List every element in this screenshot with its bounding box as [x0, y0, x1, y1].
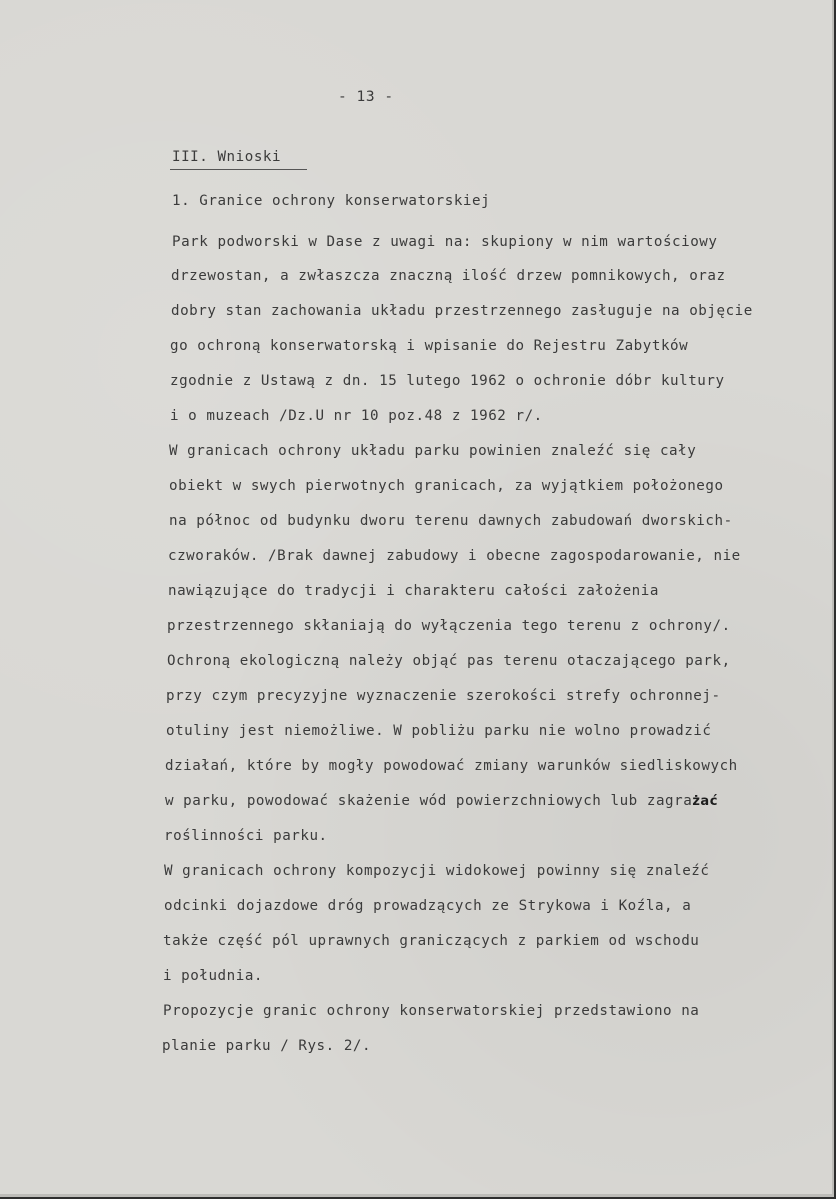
- body-line: planie parku / Rys. 2/.: [162, 1038, 372, 1054]
- body-line: Park podworski w Dase z uwagi na: skupiony w nim wartościowy: [172, 234, 718, 250]
- body-line: dobry stan zachowania układu przestrzennego zasługuje na objęcie: [171, 303, 753, 319]
- body-line: i o muzeach /Dz.U nr 10 poz.48 z 1962 r/.: [170, 408, 543, 424]
- body-line: przestrzennego skłaniają do wyłączenia tego terenu z ochrony/.: [167, 618, 731, 634]
- subsection-heading: 1. Granice ochrony konserwatorskiej: [172, 193, 491, 209]
- body-line: go ochroną konserwatorską i wpisanie do Rejestru Zabytków: [170, 338, 689, 354]
- section-heading-underline: [170, 169, 307, 170]
- body-line: także część pól uprawnych graniczących z parkiem od wschodu: [163, 933, 700, 949]
- body-line: W granicach ochrony układu parku powinien znaleźć się cały: [169, 443, 697, 459]
- body-line: Propozycje granic ochrony konserwatorskiej przedstawiono na: [163, 1003, 700, 1019]
- body-line: i południa.: [163, 968, 264, 984]
- body-line: na północ od budynku dworu terenu dawnych zabudowań dworskich-: [169, 513, 733, 529]
- body-line: obiekt w swych pierwotnych granicach, za wyjątkiem położonego: [169, 478, 724, 494]
- body-line: roślinności parku.: [164, 828, 328, 844]
- body-line: działań, które by mogły powodować zmiany warunków siedliskowych: [165, 758, 738, 774]
- page-number: - 13 -: [338, 89, 394, 105]
- body-line: odcinki dojazdowe dróg prowadzących ze Strykowa i Koźla, a: [164, 898, 692, 914]
- body-line: W granicach ochrony kompozycji widokowej powinny się znaleźć: [164, 863, 710, 879]
- body-line: w parku, powodować skażenie wód powierzchniowych lub zagrażać: [165, 793, 719, 809]
- handwritten-correction: żać: [692, 794, 719, 809]
- body-line: Ochroną ekologiczną należy objąć pas terenu otaczającego park,: [167, 653, 731, 669]
- body-line: drzewostan, a zwłaszcza znaczną ilość drzew pomnikowych, oraz: [171, 268, 726, 284]
- body-line: czworaków. /Brak dawnej zabudowy i obecne zagospodarowanie, nie: [168, 548, 741, 564]
- body-line: przy czym precyzyjne wyznaczenie szerokości strefy ochronnej-: [166, 688, 721, 704]
- body-line: nawiązujące do tradycji i charakteru całości założenia: [168, 583, 659, 599]
- section-heading: III. Wnioski: [172, 149, 282, 165]
- body-line: otuliny jest niemożliwe. W pobliżu parku nie wolno prowadzić: [166, 723, 712, 739]
- body-line: zgodnie z Ustawą z dn. 15 lutego 1962 o ochronie dóbr kultury: [170, 373, 725, 389]
